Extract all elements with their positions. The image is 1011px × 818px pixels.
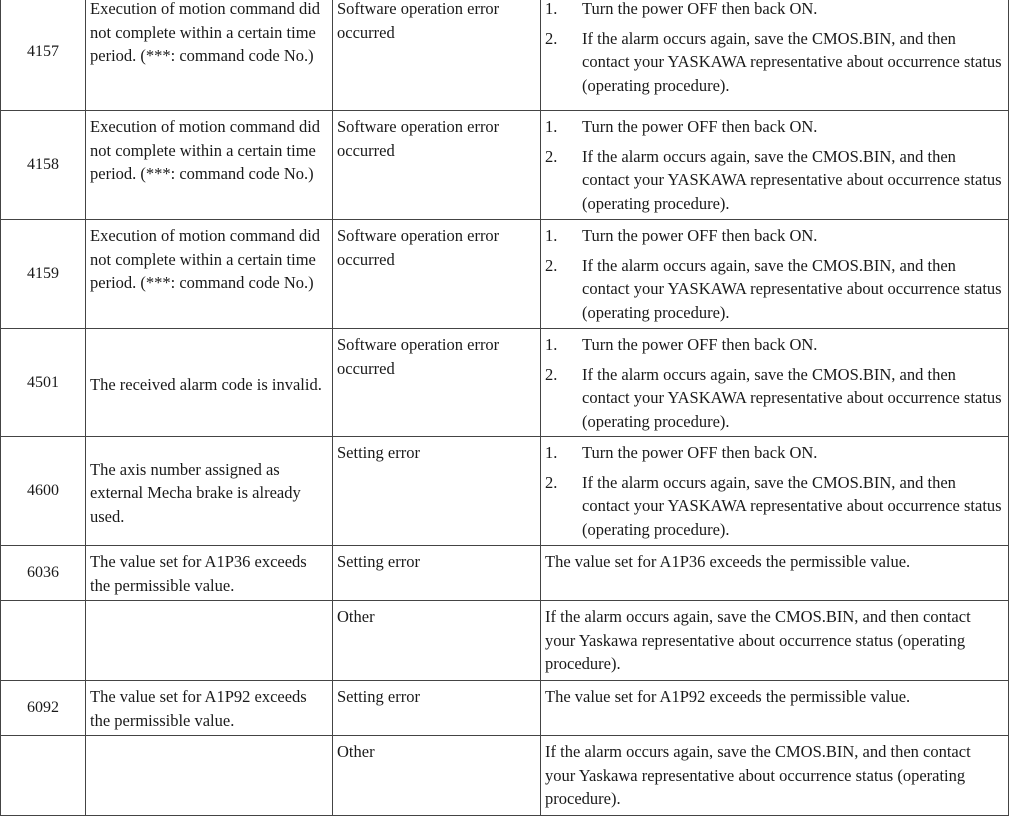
step-text: If the alarm occurs again, save the CMOS.BIN, and then contact your YASKAWA representative about occurrence status (operating procedure).	[582, 364, 1002, 431]
alarm-cause: Software operation error occurred	[333, 111, 541, 220]
alarm-description: The value set for A1P92 exceeds the permissible value.	[86, 681, 333, 736]
table-row	[1, 437, 1009, 546]
step-text: Turn the power OFF then back ON.	[582, 335, 818, 354]
alarm-remedy: The value set for A1P92 exceeds the permissible value.	[541, 681, 1009, 736]
step-text: Turn the power OFF then back ON.	[582, 226, 818, 245]
remedy-step	[545, 363, 1004, 434]
alarm-description: The axis number assigned as external Mecha brake is already used.	[86, 437, 333, 546]
remedy-step	[545, 0, 1004, 21]
remedy-step	[545, 145, 1004, 216]
step-number: 2.	[545, 472, 558, 492]
alarm-remedy	[541, 220, 1009, 329]
step-number: 2.	[545, 255, 558, 275]
table-row	[1, 601, 1009, 681]
table-row	[1, 0, 1009, 111]
step-text: If the alarm occurs again, save the CMOS.BIN, and then contact your YASKAWA representative about occurrence status (operating procedure).	[582, 146, 1002, 213]
alarm-cause: Setting error	[333, 546, 541, 601]
alarm-description: Execution of motion command did not complete within a certain time period. (***: command code No.)	[86, 111, 333, 220]
alarm-code: 4501	[1, 329, 86, 437]
alarm-cause: Software operation error occurred	[333, 0, 541, 111]
alarm-remedy	[541, 437, 1009, 546]
alarm-cause: Setting error	[333, 681, 541, 736]
step-text: Turn the power OFF then back ON.	[582, 443, 818, 462]
alarm-code: 6036	[1, 546, 86, 601]
alarm-code: 4159	[1, 220, 86, 329]
alarm-code	[1, 736, 86, 816]
remedy-step	[545, 333, 1004, 357]
step-number: 2.	[545, 364, 558, 384]
alarm-description: Execution of motion command did not complete within a certain time period. (***: command code No.)	[86, 0, 333, 111]
step-number: 2.	[545, 146, 558, 166]
remedy-step	[545, 254, 1004, 325]
step-text: Turn the power OFF then back ON.	[582, 0, 818, 18]
alarm-cause: Software operation error occurred	[333, 220, 541, 329]
alarm-remedy: If the alarm occurs again, save the CMOS.BIN, and then contact your Yaskawa representative about occurrence status (operating procedure).	[541, 601, 1009, 681]
table-row	[1, 546, 1009, 601]
alarm-description	[86, 736, 333, 816]
step-text: Turn the power OFF then back ON.	[582, 117, 818, 136]
alarm-code: 4600	[1, 437, 86, 546]
remedy-step	[545, 224, 1004, 248]
alarm-cause: Software operation error occurred	[333, 329, 541, 437]
alarm-code: 4158	[1, 111, 86, 220]
alarm-description: Execution of motion command did not complete within a certain time period. (***: command code No.)	[86, 220, 333, 329]
alarm-cause: Setting error	[333, 437, 541, 546]
alarm-code: 4157	[1, 0, 86, 111]
table-row	[1, 329, 1009, 437]
alarm-code: 6092	[1, 681, 86, 736]
step-text: If the alarm occurs again, save the CMOS.BIN, and then contact your YASKAWA representative about occurrence status (operating procedure).	[582, 28, 1002, 95]
table-row	[1, 220, 1009, 329]
step-text: If the alarm occurs again, save the CMOS.BIN, and then contact your YASKAWA representative about occurrence status (operating procedure).	[582, 255, 1002, 322]
remedy-step	[545, 115, 1004, 139]
alarm-remedy	[541, 0, 1009, 111]
alarm-description	[86, 601, 333, 681]
alarm-remedy	[541, 111, 1009, 220]
step-text: If the alarm occurs again, save the CMOS.BIN, and then contact your YASKAWA representative about occurrence status (operating procedure).	[582, 472, 1002, 539]
table-row	[1, 681, 1009, 736]
step-number: 1.	[545, 226, 558, 245]
step-number: 1.	[545, 0, 558, 18]
remedy-step	[545, 471, 1004, 542]
step-number: 1.	[545, 117, 558, 136]
step-number: 2.	[545, 28, 558, 48]
alarm-cause: Other	[333, 736, 541, 816]
table-row	[1, 111, 1009, 220]
step-number: 1.	[545, 443, 558, 462]
alarm-remedy: If the alarm occurs again, save the CMOS.BIN, and then contact your Yaskawa representative about occurrence status (operating procedure).	[541, 736, 1009, 816]
alarm-description: The value set for A1P36 exceeds the permissible value.	[86, 546, 333, 601]
alarm-remedy: The value set for A1P36 exceeds the permissible value.	[541, 546, 1009, 601]
alarm-description: The received alarm code is invalid.	[86, 329, 333, 437]
remedy-step	[545, 27, 1004, 98]
alarm-remedy	[541, 329, 1009, 437]
step-number: 1.	[545, 335, 558, 354]
remedy-step	[545, 441, 1004, 465]
alarm-code	[1, 601, 86, 681]
table-row	[1, 736, 1009, 816]
alarm-cause: Other	[333, 601, 541, 681]
